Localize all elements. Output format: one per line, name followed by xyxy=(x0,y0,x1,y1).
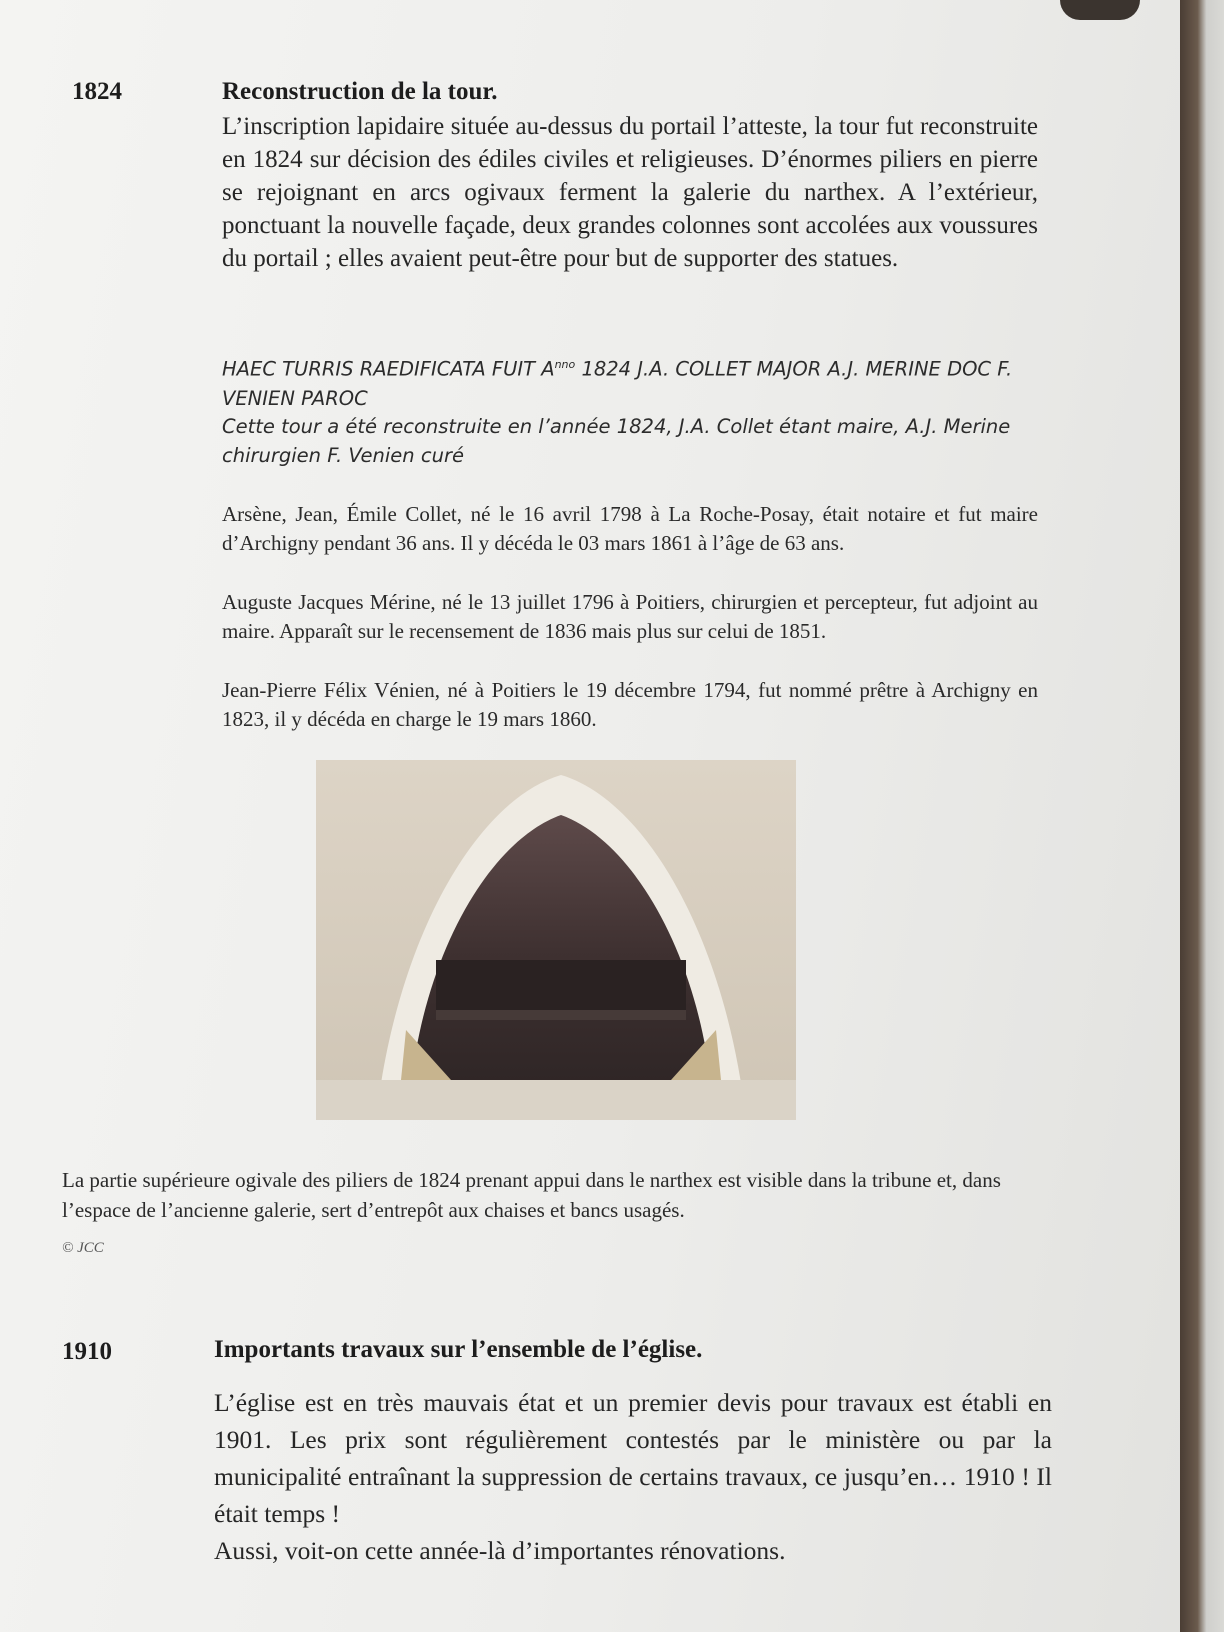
page-corner-shadow xyxy=(1060,0,1140,20)
photo-narthex-arch xyxy=(316,760,796,1120)
latin-inscription-text-rest: 1824 J.A. COLLET MAJOR A.J. MERINE DOC F. VENIEN PAROC xyxy=(222,357,1013,410)
inscription-translation: Cette tour a été reconstruite en l’année 1824, J.A. Collet étant maire, A.J. Merine chirurgien F. Venien curé xyxy=(222,415,1011,467)
paragraph-1910-part-1: L’église est en très mauvais état et un premier devis pour travaux est établi en 1901. Les prix sont régulièrement contestés par le ministère ou par la municipalité entraînant la suppression de certains travaux, ce jusqu’en… 1910 ! Il était temps ! xyxy=(214,1388,1052,1528)
year-1910: 1910 xyxy=(62,1338,112,1365)
paragraph-1824: L’inscription lapidaire située au-dessus du portail l’atteste, la tour fut reconstruite en 1824 sur décision des édiles civiles et religieuses. D’énormes piliers en pierre se rejoignant en arcs ogivaux ferment la galerie du narthex. A l’extérieur, ponctuant la nouvelle façade, deux grandes colonnes sont accolées aux voussures du portail ; elles avaient peut-être pour but de supporter des statues. xyxy=(222,113,1038,272)
bio-merine: Auguste Jacques Mérine, né le 13 juillet 1796 à Poitiers, chirurgien et percepteur, fut adjoint au maire. Apparaît sur le recensement de 1836 mais plus sur celui de 1851. xyxy=(222,590,1038,643)
photo-caption: La partie supérieure ogivale des piliers de 1824 prenant appui dans le narthex est visible dans la tribune et, dans l’espace de l’ancienne galerie, sert d’entrepôt aux chaises et bancs usagés. xyxy=(62,1168,1001,1222)
section-heading-1910: Importants travaux sur l’ensemble de l’église. xyxy=(214,1336,703,1363)
paragraph-1910-part-2: Aussi, voit-on cette année-là d’importantes rénovations. xyxy=(214,1536,786,1565)
photo-credit: © JCC xyxy=(62,1240,104,1256)
latin-inscription-text: HAEC TURRIS RAEDIFICATA FUIT A xyxy=(222,357,555,381)
bio-venien: Jean-Pierre Félix Vénien, né à Poitiers le 19 décembre 1794, fut nommé prêtre à Archigny en 1823, il y décéda en charge le 19 mars 1860. xyxy=(222,678,1038,731)
latin-inscription xyxy=(222,350,1038,413)
paragraph-1910 xyxy=(214,1384,1052,1569)
section-heading-1824: Reconstruction de la tour. xyxy=(222,78,498,105)
page-edge xyxy=(1180,0,1224,1632)
year-1824: 1824 xyxy=(72,78,122,105)
bio-collet: Arsène, Jean, Émile Collet, né le 16 avril 1798 à La Roche-Posay, était notaire et fut maire d’Archigny pendant 36 ans. Il y décéda le 03 mars 1861 à l’âge de 63 ans. xyxy=(222,502,1038,555)
latin-superscript: nno xyxy=(554,358,576,371)
